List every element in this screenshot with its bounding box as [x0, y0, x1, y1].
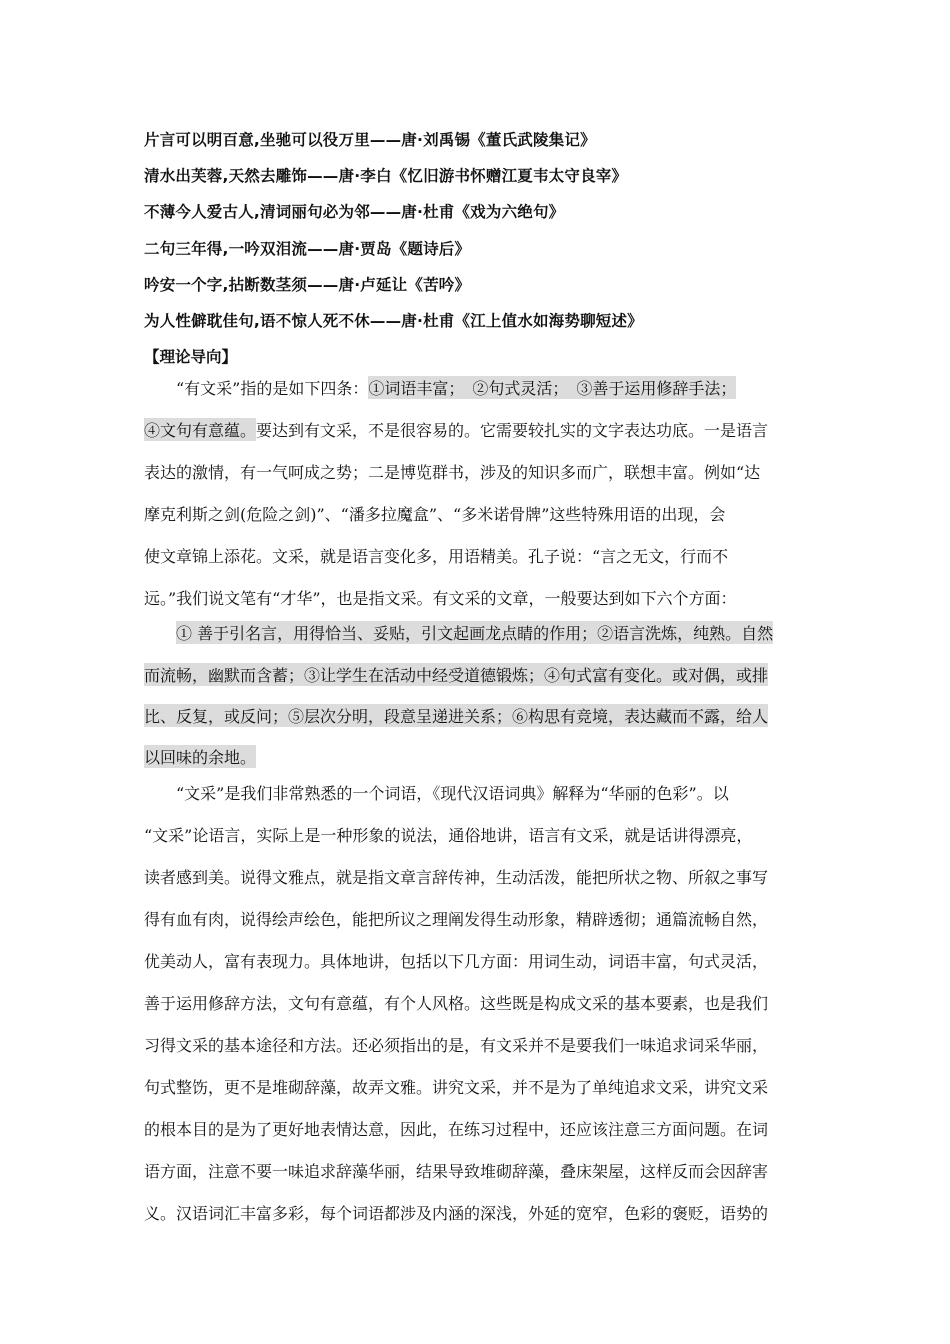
para3-line-8: 句式整饬，更不是堆砌辞藻，故弄文雅。讲究文采，并不是为了单纯追求文采，讲究文采: [144, 1078, 769, 1097]
para1-line-2: [144, 418, 806, 441]
para3-line-10: 语方面，注意不要一味追求辞藻华丽，结果导致堆砌辞藻，叠床架屋，这样反而会因辞害: [144, 1162, 769, 1181]
para3-line-1: “文采”是我们非常熟悉的一个词语，《现代汉语词典》解释为“华丽的色彩”。以: [144, 784, 729, 803]
para1-line-2-text: 要达到有文采，不是很容易的。它需要较扎实的文字表达功底。一是语言: [256, 421, 769, 440]
para3-line-7: 习得文采的基本途径和方法。还必须指出的是，有文采并不是要我们一味追求词采华丽，: [144, 1036, 769, 1055]
para1-line-6-text: 远。”我们说文笔有“才华”，也是指文采。有文采的文章，一般要达到如下六个方面：: [144, 589, 737, 608]
para3-line-9: 的根本目的是为了更好地表情达意，因此，在练习过程中，还应该注意三方面问题。在词: [144, 1120, 769, 1139]
para1-line-3-text: 表达的激情，有一气呵成之势；二是博览群书，涉及的知识多而广，联想丰富。例如“达: [144, 463, 761, 482]
para1-line-1-text: “有文采”指的是如下四条：: [144, 379, 369, 398]
para3-line-6: 善于运用修辞方法，文句有意蕴，有个人风格。这些既是构成文采的基本要素，也是我们: [144, 994, 769, 1013]
quote-line-2: 清水出芙蓉,天然去雕饰——唐·李白《忆旧游书怀赠江夏韦太守良宰》: [144, 167, 628, 185]
section-heading: 【理论导向】: [144, 348, 238, 366]
para3-line-3: 读者感到美。说得文雅点，就是指文章言辞传神，生动活泼，能把所状之物、所叙之事写: [144, 868, 769, 887]
para1-line-1: [144, 376, 806, 399]
para2-line-3-highlight: 比、反复，或反问；⑤层次分明，段意呈递进关系；⑥构思有竞境，表达藏而不露，给人: [144, 704, 768, 727]
para1-line-1-highlight: ①词语丰富； ②句式灵活； ③善于运用修辞手法；: [368, 376, 736, 399]
para1-line-5-text: 使文章锦上添花。文采，就是语言变化多，用语精美。孔子说：“言之无文，行而不: [144, 547, 729, 566]
para1-line-6: [144, 586, 806, 609]
quote-line-1: 片言可以明百意,坐驰可以役万里——唐·刘禹锡《董氏武陵集记》: [144, 131, 596, 149]
para2-line-4-highlight: 以回味的余地。: [144, 745, 256, 768]
para1-line-2-highlight: ④文句有意蕴。: [144, 418, 256, 441]
para1-line-5: [144, 544, 806, 567]
para2-line-3: [144, 704, 806, 727]
quote-line-4: 二句三年得,一吟双泪流——唐·贾岛《题诗后》: [144, 240, 471, 258]
para2-line-1: [144, 621, 806, 644]
quote-line-6: 为人性僻耽佳句,语不惊人死不休——唐·杜甫《江上值水如海势聊短述》: [144, 312, 643, 330]
para1-line-4-text: 摩克利斯之剑(危险之剑)”、“潘多拉魔盒”、“多米诺骨牌”这些特殊用语的出现，会: [144, 505, 726, 524]
para2-line-2-highlight: 而流畅，幽默而含蓄；③让学生在活动中经受道德锻炼；④句式富有变化。或对偶，或排: [144, 663, 768, 686]
para2-line-1-highlight: ① 善于引名言，用得恰当、妥贴，引文起画龙点睛的作用；②语言洗炼，纯熟。自然: [176, 621, 773, 644]
quote-line-5: 吟安一个字,拈断数茎须——唐·卢延让《苦吟》: [144, 276, 471, 294]
para1-line-4: [144, 502, 806, 525]
para3-line-2: “文采”论语言，实际上是一种形象的说法，通俗地讲，语言有文采，就是话讲得漂亮，: [144, 826, 753, 845]
para2-line-1-indent: [144, 621, 176, 644]
para2-line-4: [144, 745, 806, 768]
para3-line-4: 得有血有肉，说得绘声绘色，能把所议之理阐发得生动形象，精辟透彻；通篇流畅自然，: [144, 910, 769, 929]
para1-line-3: [144, 460, 806, 483]
para3-line-11: 义。汉语词汇丰富多彩，每个词语都涉及内涵的深浅，外延的宽窄，色彩的褒贬，语势的: [144, 1204, 769, 1223]
para3-line-5: 优美动人，富有表现力。具体地讲，包括以下几方面：用词生动，词语丰富，句式灵活，: [144, 952, 769, 971]
quote-line-3: 不薄今人爱古人,清词丽句必为邻——唐·杜甫《戏为六绝句》: [144, 203, 565, 221]
para2-line-2: [144, 663, 806, 686]
